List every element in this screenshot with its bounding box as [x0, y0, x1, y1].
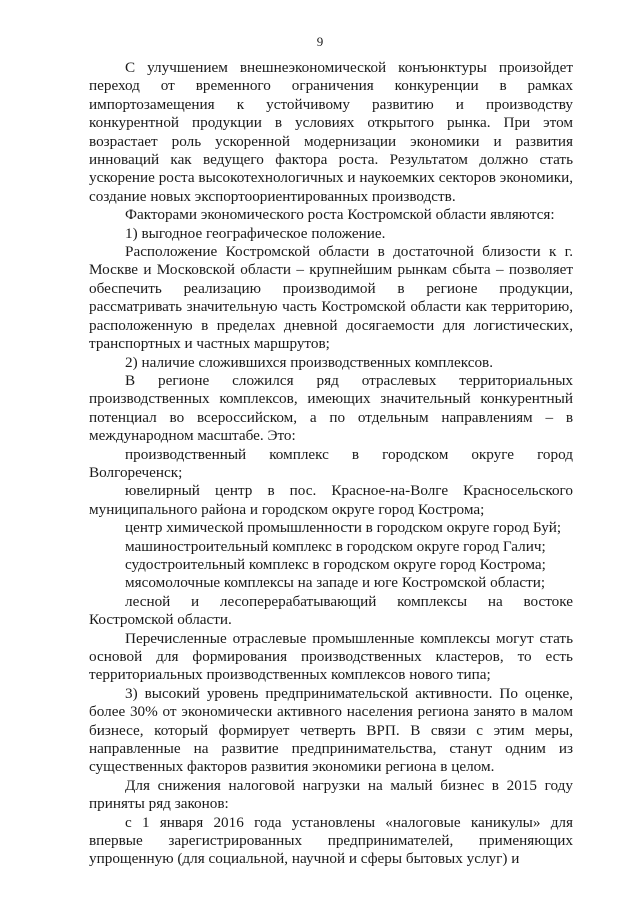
paragraph-factor-3: 3) высокий уровень предпринимательской активности. По оценке, более 30% от экономически активного населения региона занято в малом бизнесе, который формирует четверть ВРП. В связи с этим меры, направленные на развитие предпринимательства, станут одним из существенных факторов развития экономики региона в целом. [89, 684, 573, 776]
paragraph-factors-heading: Факторами экономического роста Костромской области являются: [125, 206, 555, 224]
list-item-volgorechensk: производственный комплекс в городском округе город Волгореченск; [89, 445, 573, 481]
paragraph-location: Расположение Костромской области в достаточной близости к г. Москве и Московской области – крупнейшим рынкам сбыта – позволяет обеспечить реализацию производимой в регионе продукции, рассматривать значительную часть Костромской области как территорию, расположенную в пределах дневной досягаемости для логистических, транспортных и частных маршрутов; [89, 243, 573, 353]
list-item-jewelry: ювелирный центр в пос. Красное-на-Волге Красносельского муниципального района и городском округе город Кострома; [89, 482, 573, 518]
page-number: 9 [316, 34, 324, 49]
list-item-dairy: мясомолочные комплексы на западе и юге Костромской области; [125, 574, 546, 592]
list-item-chemical: центр химической промышленности в городском округе город Буй; [125, 519, 562, 537]
list-item-machinery: машиностроительный комплекс в городском округе город Галич; [125, 537, 546, 555]
paragraph-factor-2: 2) наличие сложившихся производственных комплексов. [125, 353, 494, 371]
document-body [89, 59, 573, 869]
list-item-forestry: лесной и лесоперерабатывающий комплексы на востоке Костромской области. [89, 592, 573, 629]
paragraph-factor-1: 1) выгодное географическое положение. [125, 224, 386, 242]
list-item-shipbuilding: судостроительный комплекс в городском округе город Кострома; [125, 555, 546, 573]
paragraph-tax-laws: Для снижения налоговой нагрузки на малый бизнес в 2015 году приняты ряд законов: [89, 776, 573, 813]
paragraph-complexes: В регионе сложился ряд отраслевых территориальных производственных комплексов, имеющих значительный конкурентный потенциал во всероссийском, а по отдельным направлениям – в международном масштабе. Это: [89, 371, 573, 445]
paragraph-intro: С улучшением внешнеэкономической конъюнктуры произойдет переход от временного ограничения конкуренции в рамках импортозамещения к устойчивому развитию и производству конкурентной продукции в условиях открытого рынка. При этом возрастает роль ускоренной модернизации экономики и развития инноваций как ведущего фактора роста. Результатом должно стать ускорение роста высокотехнологичных и наукоемких секторов экономики, создание новых экспортоориентированных производств. [89, 59, 573, 205]
paragraph-clusters: Перечисленные отраслевые промышленные комплексы могут стать основой для формирования производственных кластеров, то есть территориальных производственных комплексов нового типа; [89, 629, 573, 684]
paragraph-tax-holidays: с 1 января 2016 года установлены «налоговые каникулы» для впервые зарегистрированных предпринимателей, применяющих упрощенную (для социальной, научной и сферы бытовых услуг) и [89, 813, 573, 868]
